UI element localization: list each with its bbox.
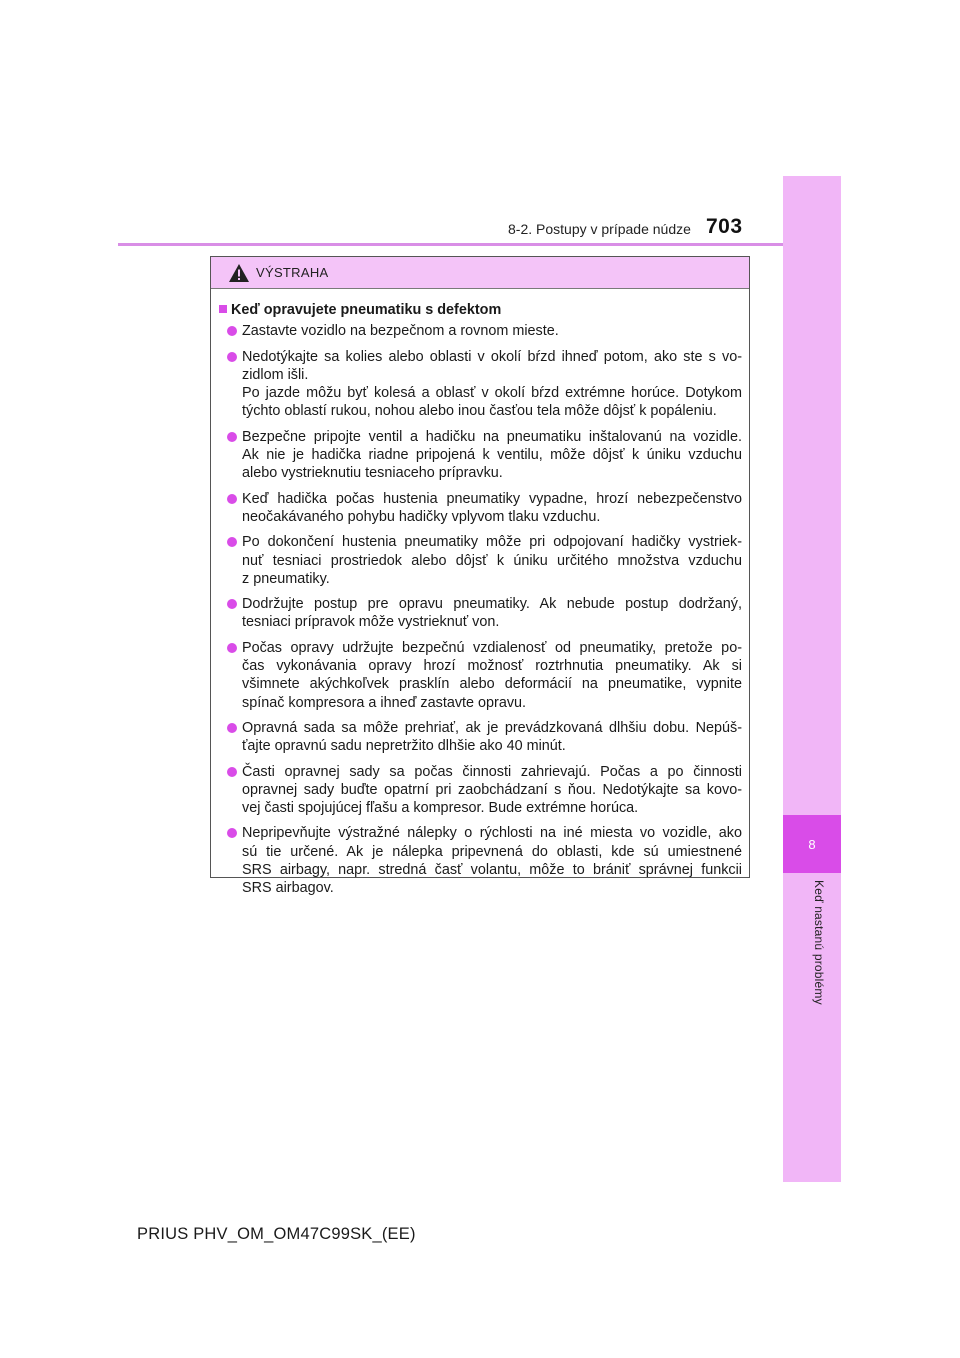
section-title: 8-2. Postupy v prípade núdze <box>508 221 691 237</box>
list-item <box>219 533 742 588</box>
bullet-dot-icon <box>227 828 237 838</box>
list-item <box>219 490 742 527</box>
text-line: Keď hadička počas hustenia pneumatiky vypadne, hrozí nebezpečenstvo <box>242 490 742 507</box>
list-item <box>219 322 742 340</box>
bullet-dot-icon <box>227 723 237 733</box>
bullet-dot-icon <box>227 643 237 653</box>
warning-list <box>219 322 742 897</box>
text-line: týchto oblastí rukou, nohou alebo inou časťou tela môže dôjsť k popáleniu. <box>242 403 717 420</box>
list-item-text <box>242 490 742 527</box>
list-item <box>219 428 742 483</box>
warning-subheading <box>219 301 742 319</box>
list-item <box>219 824 742 897</box>
subheading-text: Keď opravujete pneumatiku s defektom <box>231 302 502 318</box>
text-line: neočakávaného pohybu hadičky vplyvom tlaku vzduchu. <box>242 508 601 525</box>
list-item <box>219 595 742 632</box>
text-line: ťajte opravnú sadu nepretržito dlhšie ako 40 minút. <box>242 738 566 755</box>
square-bullet-icon <box>219 305 227 313</box>
text-line: Nedotýkajte sa kolies alebo oblasti v okolí bŕzd ihneď potom, ako ste s vo- <box>242 348 742 365</box>
list-item-text <box>242 428 742 483</box>
list-item-text <box>242 533 742 588</box>
bullet-dot-icon <box>227 432 237 442</box>
list-item <box>219 348 742 421</box>
text-line: z pneumatiky. <box>242 570 330 587</box>
bullet-dot-icon <box>227 352 237 362</box>
warning-box <box>210 256 750 897</box>
text-line: čas vykonávania opravy hrozí možnosť roztrhnutia pneumatiky. Ak si <box>242 658 742 675</box>
text-line: zidlom išli. <box>242 366 309 383</box>
list-item <box>219 639 742 712</box>
page-number: 703 <box>706 215 743 238</box>
list-item-text <box>242 322 742 340</box>
text-line: Po jazde môžu byť kolesá a oblasť v okolí bŕzd extrémne horúce. Dotykom <box>242 385 742 402</box>
list-item-text <box>242 824 742 897</box>
warning-triangle-icon <box>228 263 250 283</box>
text-line: Nepripevňujte výstražné nálepky o rýchlosti na iné miesta vo vozidle, ako <box>242 825 742 842</box>
header-rule <box>118 243 783 246</box>
text-line: SRS airbagov. <box>242 880 334 897</box>
text-line: spínač kompresora a ihneď zastavte opravu. <box>242 694 527 711</box>
bullet-dot-icon <box>227 767 237 777</box>
list-item-text <box>242 763 742 818</box>
bullet-dot-icon <box>227 326 237 336</box>
list-item-text <box>242 595 742 632</box>
document-code: PRIUS PHV_OM_OM47C99SK_(EE) <box>137 1225 416 1243</box>
text-line: Časti opravnej sady sa počas činnosti zahrievajú. Počas a po činnosti <box>242 763 742 780</box>
list-item <box>219 719 742 756</box>
warning-header <box>211 257 749 289</box>
text-line: nuť tesniaci prostriedok alebo dôjsť k úniku určitého množstva vzduchu <box>242 552 742 569</box>
warning-body <box>211 289 749 898</box>
text-line: Dodržujte postup pre opravu pneumatiky. Ak nebude postup dodržaný, <box>242 596 742 613</box>
text-line: Po dokončení hustenia pneumatiky môže pri odpojovaní hadičky vystriek- <box>242 534 742 551</box>
text-line: Bezpečne pripojte ventil a hadičku na pneumatiku inštalovanú na vozidle. <box>242 428 742 445</box>
text-line: Opravná sada sa môže prehriať, ak je prevádzkovaná dlhšiu dobu. Nepúš- <box>242 719 742 736</box>
bullet-dot-icon <box>227 494 237 504</box>
text-line: tesniaci prípravok môže vystrieknuť von. <box>242 614 500 631</box>
text-line: vej časti spojujúcej fľašu a kompresor. Bude extrémne horúca. <box>242 800 639 817</box>
warning-title: VÝSTRAHA <box>256 265 329 280</box>
text-line: všimnete akýchkoľvek prasklín alebo deformácií na pneumatike, vypnite <box>242 676 742 693</box>
text-line: SRS airbagy, napr. stredná časť volantu, môže to brániť správnej funkcii <box>242 862 742 879</box>
text-line: Zastavte vozidlo na bezpečnom a rovnom mieste. <box>242 323 559 340</box>
text-line: Ak nie je hadička riadne pripojená k ventilu, môže dôjsť k úniku vzduchu <box>242 447 742 464</box>
text-line: opravnej sady buďte opatrní pri zaobchádzaní s ňou. Nedotýkajte sa kovo- <box>242 781 742 798</box>
list-item-text <box>242 639 742 712</box>
chapter-side-tab <box>783 176 841 1182</box>
chapter-number-tab: 8 <box>783 815 841 873</box>
list-item-text <box>242 348 742 421</box>
list-item <box>219 763 742 818</box>
bullet-dot-icon <box>227 537 237 547</box>
text-line: Počas opravy udržujte bezpečnú vzdialenosť od pneumatiky, pretože po- <box>242 639 742 656</box>
chapter-title-vertical: Keď nastanú problémy <box>812 880 826 1005</box>
text-line: alebo vystrieknutiu tesniaceho prípravku. <box>242 465 503 482</box>
bullet-dot-icon <box>227 599 237 609</box>
text-line: sú tie určené. Ak je nálepka pripevnená do oblasti, kde sú umiestnené <box>242 843 742 860</box>
list-item-text <box>242 719 742 756</box>
